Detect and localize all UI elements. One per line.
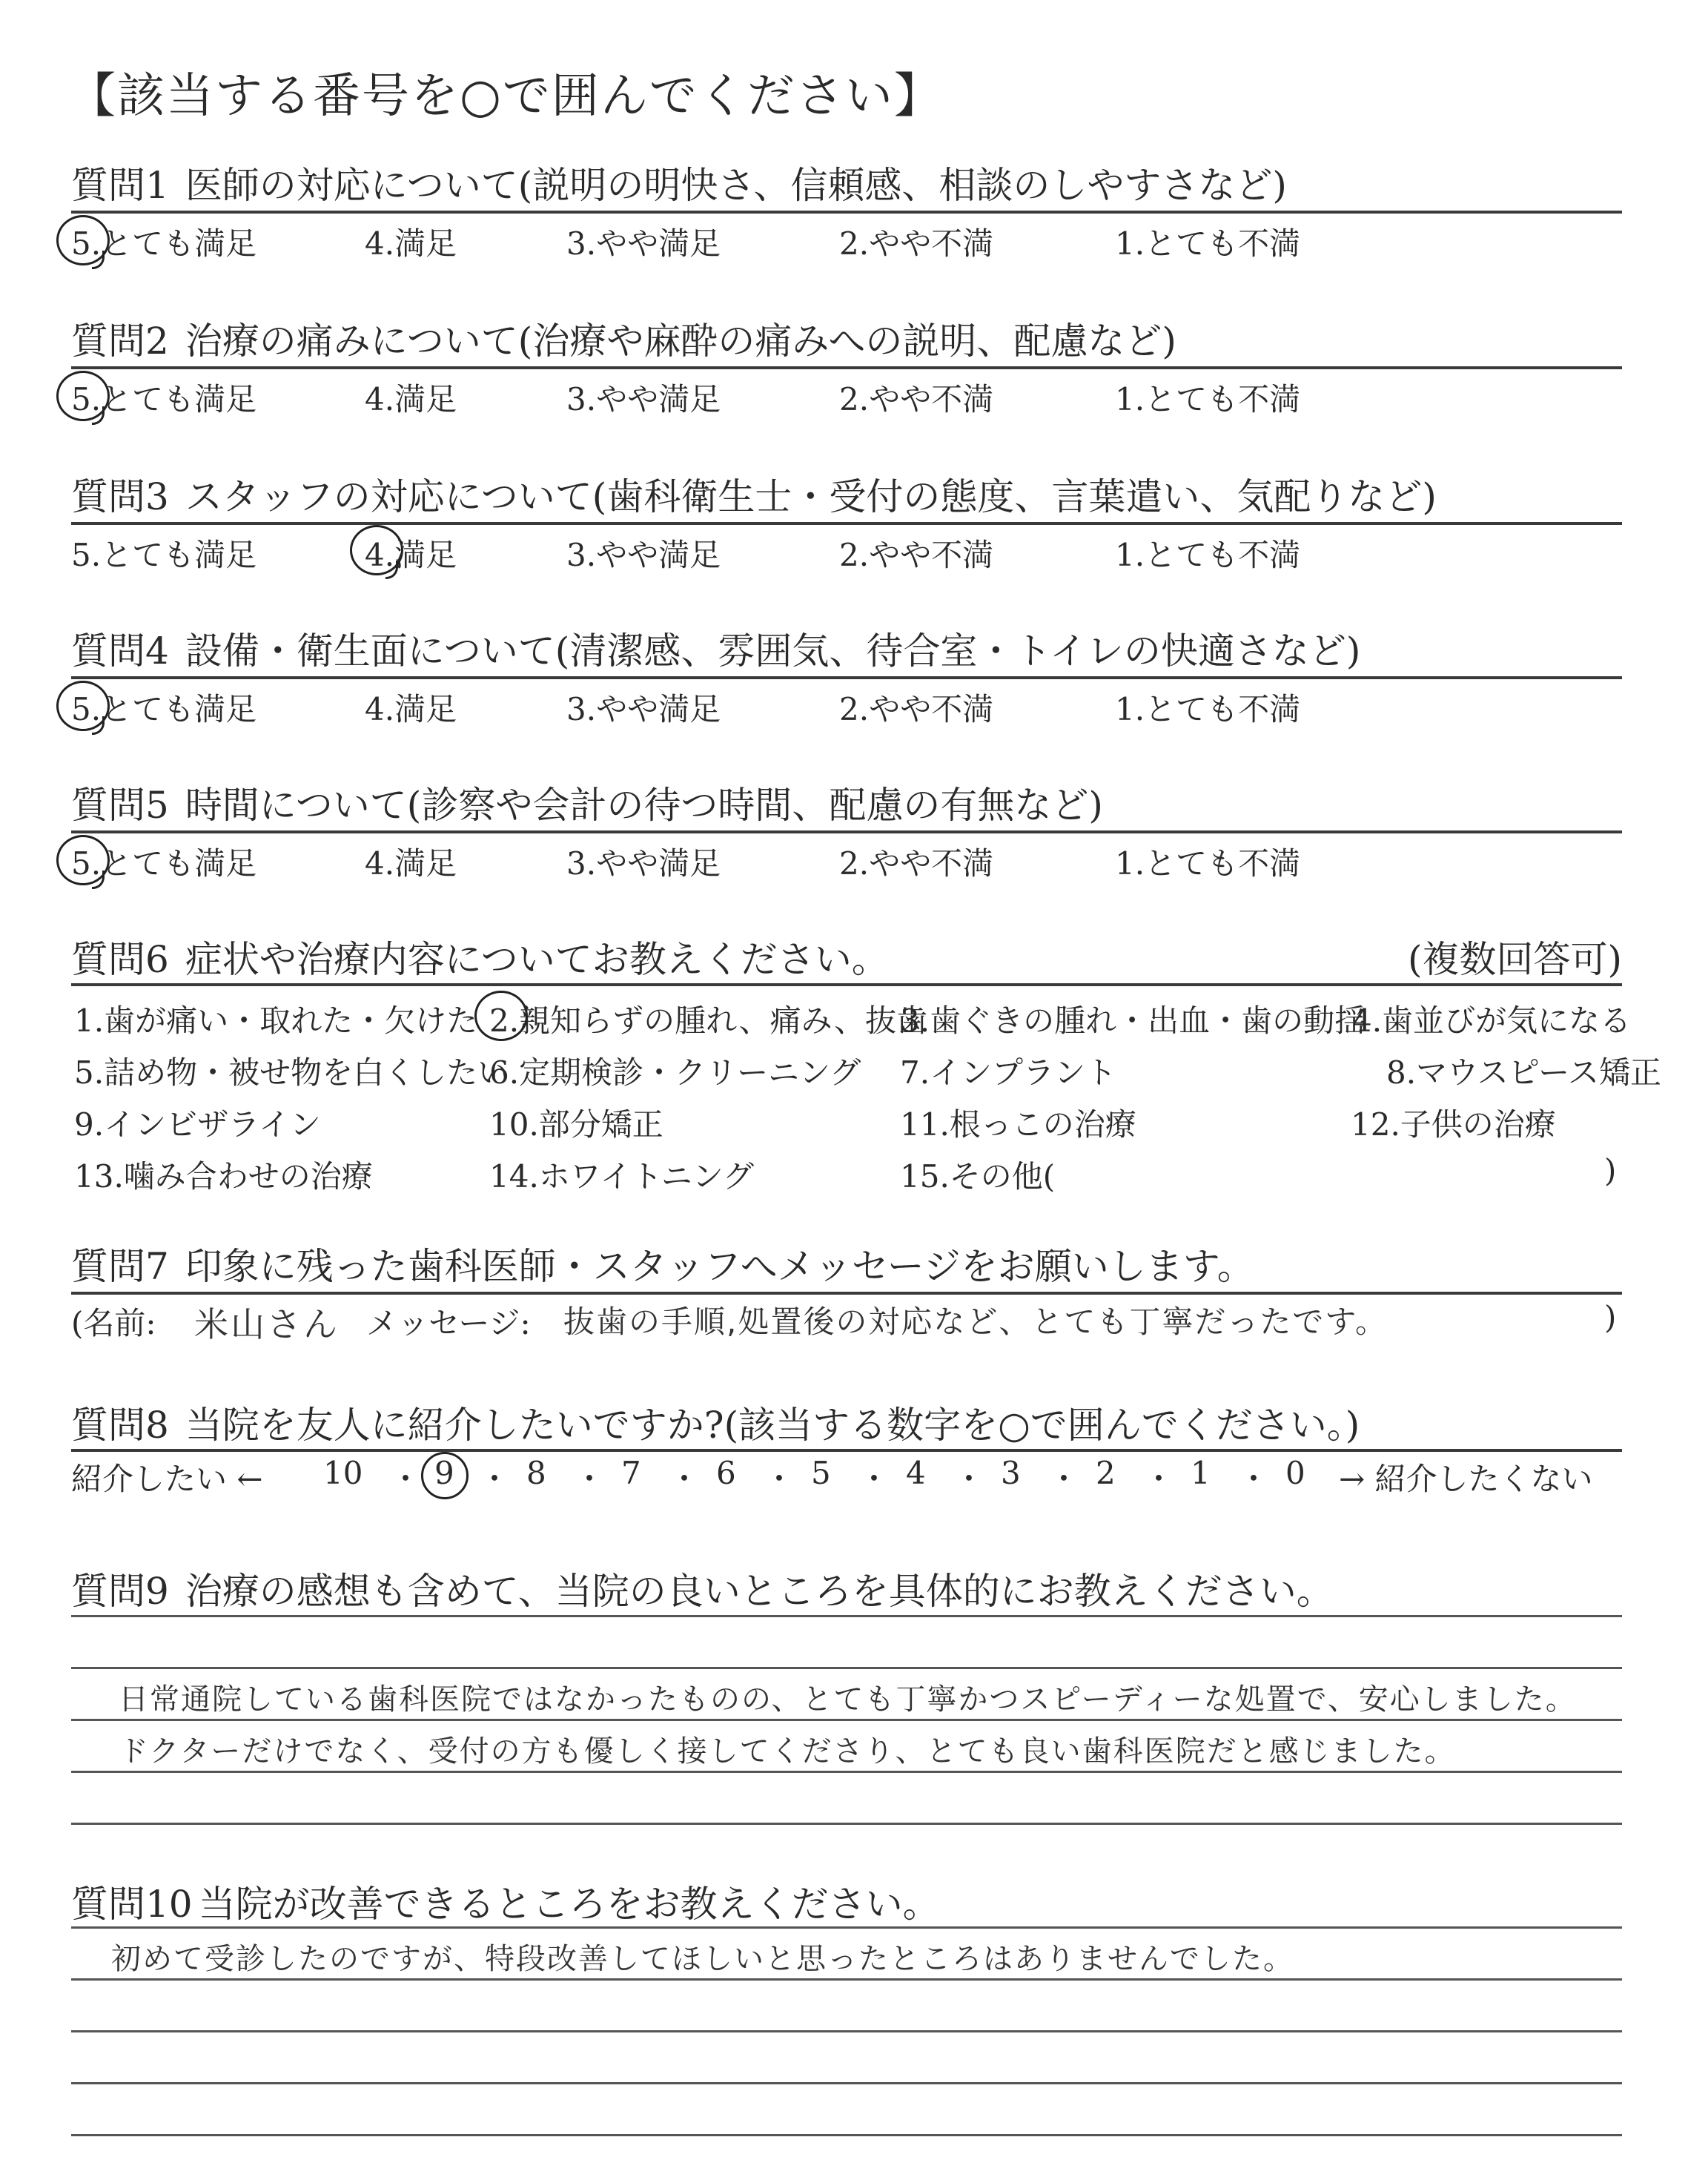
- question-number: 質問6: [71, 938, 169, 981]
- rating-option-5[interactable]: 5.とても満足: [71, 225, 257, 262]
- answer-line: [71, 1823, 1622, 1825]
- question-text: 治療の感想も含めて、当院の良いところを具体的にお教えください。: [185, 1570, 1334, 1613]
- rating-option-5[interactable]: 5.とても満足: [71, 381, 257, 417]
- scale-value[interactable]: 8: [526, 1455, 546, 1491]
- scale-value[interactable]: 10: [323, 1455, 363, 1491]
- answer-line: [71, 1978, 1622, 1981]
- question-7: [71, 1237, 1254, 1290]
- rating-option-5[interactable]: 5.とても満足: [71, 845, 257, 882]
- rating-option-5[interactable]: 5.とても満足: [71, 537, 257, 573]
- name-value[interactable]: 米山さん: [194, 1304, 340, 1344]
- symptom-option[interactable]: 5.詰め物・被せ物を白くしたい: [74, 1054, 509, 1091]
- rating-option-4[interactable]: 4.満足: [365, 537, 457, 573]
- question-text: 医師の対応について(説明の明快さ、信頼感、相談のしやすさなど): [185, 164, 1287, 207]
- rating-option-2[interactable]: 2.やや不満: [839, 691, 994, 727]
- symptom-option[interactable]: 12.子供の治療: [1351, 1106, 1556, 1143]
- instruction-heading: 【該当する番号を○で囲んでください】: [68, 69, 943, 124]
- symptom-option[interactable]: 6.定期検診・クリーニング: [489, 1054, 861, 1091]
- selection-circle-tail: [385, 561, 398, 579]
- symptom-option[interactable]: 7.インプラント: [900, 1054, 1117, 1091]
- answer-line: [71, 2030, 1622, 2032]
- question-2: [71, 311, 1176, 365]
- other-close-paren: ): [1604, 1152, 1617, 1189]
- rating-option-3[interactable]: 3.やや満足: [566, 537, 721, 573]
- rating-option-1[interactable]: 1.とても不満: [1115, 225, 1301, 262]
- question-text: 印象に残った歯科医師・スタッフへメッセージをお願いします。: [185, 1245, 1254, 1288]
- scale-value[interactable]: 4: [906, 1455, 926, 1491]
- rating-option-4[interactable]: 4.満足: [365, 225, 457, 262]
- question-text: 時間について(診察や会計の待つ時間、配慮の有無など): [185, 784, 1103, 827]
- good-points-line-1[interactable]: 日常通院している歯科医院ではなかったものの、とても丁寧かつスピーディーな処置で、安心しました。: [119, 1682, 1577, 1717]
- rating-option-5[interactable]: 5.とても満足: [71, 691, 257, 727]
- question-text: 症状や治療内容についてお教えください。: [185, 938, 889, 981]
- selection-circle-tail: [92, 716, 105, 735]
- rating-option-2[interactable]: 2.やや不満: [839, 381, 994, 417]
- scale-separator: ・: [953, 1461, 985, 1497]
- answer-line: [71, 1719, 1622, 1721]
- divider: [71, 522, 1622, 525]
- selection-circle-tail: [92, 871, 105, 889]
- question-number: 質問2: [71, 320, 169, 363]
- scale-value[interactable]: 3: [1001, 1455, 1021, 1491]
- scale-separator: ・: [764, 1461, 795, 1497]
- rating-option-2[interactable]: 2.やや不満: [839, 845, 994, 882]
- scale-value[interactable]: 1: [1191, 1455, 1211, 1491]
- divider: [71, 676, 1622, 679]
- answer-line: [71, 2082, 1622, 2084]
- symptom-option[interactable]: 15.その他(: [900, 1158, 1056, 1195]
- selection-circle: [421, 1452, 469, 1499]
- scale-value[interactable]: 6: [716, 1455, 736, 1491]
- divider: [71, 1292, 1622, 1295]
- rating-option-1[interactable]: 1.とても不満: [1115, 537, 1301, 573]
- question-number: 質問4: [71, 630, 169, 673]
- name-label: (名前:: [71, 1305, 156, 1341]
- multiple-answer-note: (複数回答可): [1407, 938, 1622, 981]
- question-text: 設備・衛生面について(清潔感、雰囲気、待合室・トイレの快適さなど): [185, 630, 1361, 673]
- question-number: 質問5: [71, 784, 169, 827]
- question-number: 質問1: [71, 164, 169, 207]
- symptom-option[interactable]: 1.歯が痛い・取れた・欠けた: [74, 1003, 478, 1039]
- scale-separator: ・: [574, 1461, 606, 1497]
- question-number: 質問7: [71, 1245, 169, 1288]
- scale-value[interactable]: 0: [1285, 1455, 1305, 1491]
- selection-circle: [474, 991, 528, 1041]
- answer-line: [71, 1771, 1622, 1773]
- symptom-option[interactable]: 3.歯ぐきの腫れ・出血・歯の動揺: [900, 1003, 1366, 1039]
- symptom-option[interactable]: 8.マウスピース矯正: [1386, 1054, 1662, 1091]
- question-4: [71, 621, 1360, 675]
- question-text: スタッフの対応について(歯科衛生士・受付の態度、言葉遣い、気配りなど): [185, 475, 1437, 518]
- improvement-line-1[interactable]: 初めて受診したのですが、特段改善してほしいと思ったところはありませんでした。: [111, 1942, 1294, 1976]
- message-label: メッセージ:: [366, 1305, 531, 1341]
- rating-option-3[interactable]: 3.やや満足: [566, 691, 721, 727]
- scale-value[interactable]: 2: [1096, 1455, 1116, 1491]
- symptom-option[interactable]: 13.噛み合わせの治療: [74, 1158, 373, 1195]
- rating-option-2[interactable]: 2.やや不満: [839, 537, 994, 573]
- question-5: [71, 776, 1103, 829]
- answer-line: [71, 1615, 1622, 1617]
- rating-option-3[interactable]: 3.やや満足: [566, 845, 721, 882]
- rating-option-1[interactable]: 1.とても不満: [1115, 691, 1301, 727]
- scale-separator: ・: [1238, 1461, 1270, 1497]
- message-value[interactable]: 抜歯の手順,処置後の対応など、とても丁寧だったです。: [563, 1304, 1388, 1340]
- question-number: 質問8: [71, 1404, 169, 1447]
- answer-line: [71, 1926, 1622, 1929]
- scale-separator: ・: [858, 1461, 890, 1497]
- symptom-option[interactable]: 11.根っこの治療: [900, 1106, 1136, 1143]
- rating-option-3[interactable]: 3.やや満足: [566, 381, 721, 417]
- scale-separator: ・: [1048, 1461, 1080, 1497]
- rating-option-3[interactable]: 3.やや満足: [566, 225, 721, 262]
- divider: [71, 983, 1622, 986]
- scale-separator: ・: [479, 1461, 511, 1497]
- question-3: [71, 467, 1437, 521]
- scale-left-label: 紹介したい ←: [71, 1461, 263, 1497]
- selection-circle-tail: [92, 251, 105, 269]
- question-number: 質問9: [71, 1570, 169, 1613]
- answer-line: [71, 1667, 1622, 1669]
- divider: [71, 1449, 1622, 1452]
- symptom-option[interactable]: 9.インビザライン: [74, 1106, 321, 1143]
- question-number: 質問10: [71, 1883, 193, 1926]
- rating-option-1[interactable]: 1.とても不満: [1115, 381, 1301, 417]
- question-8: [71, 1396, 1360, 1449]
- rating-option-2[interactable]: 2.やや不満: [839, 225, 994, 262]
- scale-value[interactable]: 7: [621, 1455, 641, 1491]
- scale-value[interactable]: 9: [434, 1455, 454, 1491]
- divider: [71, 830, 1622, 833]
- divider: [71, 366, 1622, 369]
- question-text: 当院を友人に紹介したいですか?(該当する数字を○で囲んでください。): [185, 1404, 1360, 1447]
- divider: [71, 211, 1622, 214]
- rating-option-4[interactable]: 4.満足: [365, 845, 457, 882]
- scale-right-label: → 紹介したくない: [1339, 1461, 1593, 1497]
- selection-circle-tail: [92, 406, 105, 425]
- question-6: [71, 930, 889, 983]
- question-number: 質問3: [71, 475, 169, 518]
- scale-separator: ・: [390, 1461, 422, 1497]
- answer-line: [71, 2134, 1622, 2136]
- question-text: 治療の痛みについて(治療や麻酔の痛みへの説明、配慮など): [185, 320, 1176, 363]
- question-text: 当院が改善できるところをお教えください。: [198, 1883, 940, 1926]
- rating-option-4[interactable]: 4.満足: [365, 691, 457, 727]
- question-10: [71, 1875, 940, 1928]
- good-points-line-2[interactable]: ドクターだけでなく、受付の方も優しく接してくださり、とても良い歯科医院だと感じました。: [119, 1734, 1456, 1768]
- rating-option-1[interactable]: 1.とても不満: [1115, 845, 1301, 882]
- symptom-option[interactable]: 14.ホワイトニング: [489, 1158, 755, 1195]
- question-9: [71, 1562, 1334, 1615]
- question-1: [71, 156, 1287, 209]
- rating-option-4[interactable]: 4.満足: [365, 381, 457, 417]
- message-close-paren: ): [1604, 1299, 1617, 1335]
- symptom-option[interactable]: 10.部分矯正: [489, 1106, 663, 1143]
- symptom-option[interactable]: 2.親知らずの腫れ、痛み、抜歯: [489, 1003, 928, 1039]
- scale-separator: ・: [1143, 1461, 1175, 1497]
- scale-separator: ・: [669, 1461, 701, 1497]
- symptom-option[interactable]: 4.歯並びが気になる: [1352, 1003, 1632, 1039]
- scale-value[interactable]: 5: [811, 1455, 831, 1491]
